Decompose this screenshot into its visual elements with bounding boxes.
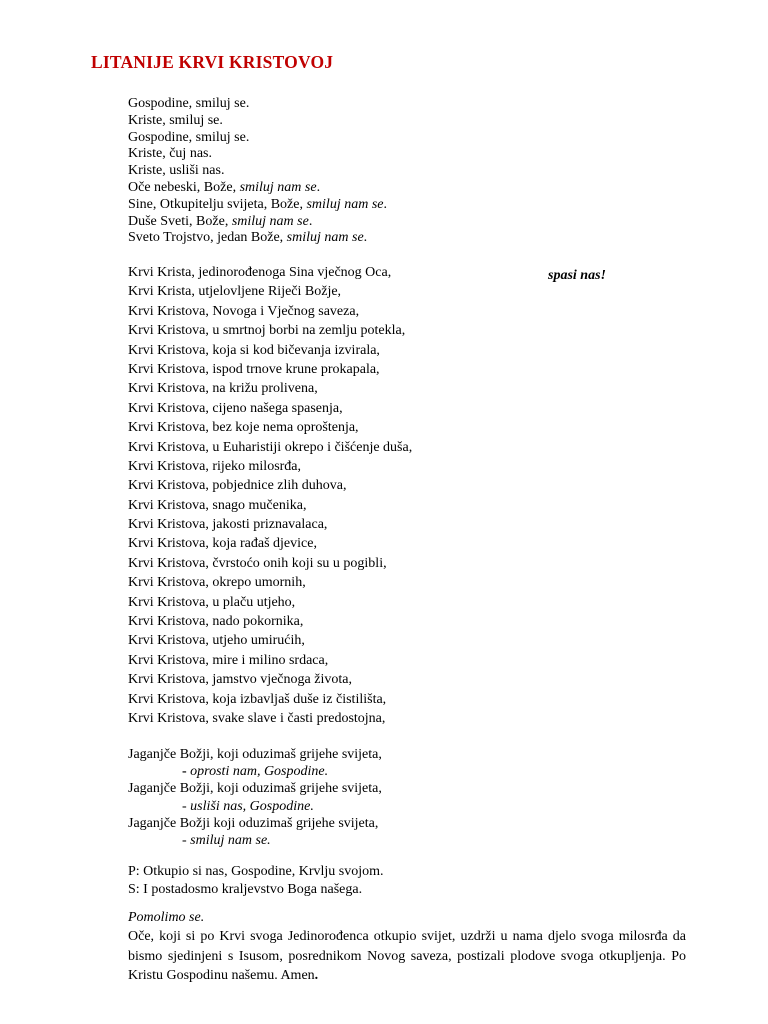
agnus-call: Jaganjče Božji, koji oduzimaš grijehe svijeta, [128, 781, 382, 797]
litany-line: Krvi Kristova, koja izbavljaš duše iz čistilišta, [128, 691, 387, 707]
invocation-line: Gospodine, smiluj se. [128, 96, 250, 111]
invocation-line: Gospodine, smiluj se. [128, 129, 250, 145]
litany-line: Krvi Krista, utjelovljene Riječi Božje, [128, 284, 342, 300]
versicle-priest: P: Otkupio si nas, Gospodine, Krvlju svojom. [128, 864, 384, 879]
invocation-line: Duše Sveti, Bože, smiluj nam se. [128, 213, 313, 229]
invocation-response: smiluj nam se [306, 196, 384, 212]
invocation-response: smiluj nam se [286, 230, 364, 246]
litany-line: Krvi Kristova, na križu prolivena, [128, 381, 318, 397]
litany-line: Krvi Kristova, u Euharistiji okrepo i čišćenje duša, [128, 439, 413, 455]
litany-line: Krvi Kristova, rijeko milosrđa, [128, 458, 302, 474]
litany-line: Krvi Kristova, jamstvo vječnoga života, [128, 672, 352, 688]
litany-line: Krvi Kristova, ispod trnove krune prokapala, [128, 361, 380, 377]
invocation-response: smiluj nam se [239, 179, 317, 195]
litany-line: Krvi Kristova, koja si kod bičevanja izvirala, [128, 342, 380, 358]
litany-line: Krvi Kristova, u plaču utjeho, [128, 594, 296, 610]
dash: - [182, 798, 187, 814]
litany-line: Krvi Kristova, snago mučenika, [128, 497, 307, 513]
dash: - [182, 832, 187, 848]
litany-line: Krvi Kristova, koja rađaš djevice, [128, 536, 317, 552]
prayer-end: . [314, 968, 319, 983]
agnus-response: oprosti nam, Gospodine. [186, 764, 329, 780]
agnus-response: usliši nas, Gospodine. [186, 798, 314, 814]
litany-response: spasi nas! [548, 268, 606, 283]
litany-line: Krvi Kristova, Novoga i Vječnog saveza, [128, 303, 360, 319]
closing-prayer [128, 909, 686, 986]
litany-line: Krvi Kristova, pobjednice zlih duhova, [128, 478, 347, 494]
litany-line: Krvi Kristova, čvrstoćo onih koji su u pogibli, [128, 555, 387, 571]
agnus-response: smiluj nam se. [186, 832, 271, 848]
agnus-response-line [128, 763, 382, 780]
litany-line: Krvi Kristova, okrepo umornih, [128, 575, 306, 591]
litany-line: Krvi Kristova, jakosti priznavalaca, [128, 517, 328, 533]
invocation-response: smiluj nam se [231, 213, 309, 229]
litany-line: Krvi Kristova, u smrtnoj borbi na zemlju potekla, [128, 323, 406, 339]
agnus-call: Jaganjče Božji, koji oduzimaš grijehe svijeta, [128, 747, 382, 762]
litany-line: Krvi Krista, jedinorođenoga Sina vječnog Oca, [128, 265, 392, 280]
prayer-body: Oče, koji si po Krvi svoga Jedinorođenca otkupio svijet, uzdrži u nama djelo svoga milosrđa da bismo sjedinjeni s Isusom, posrednikom Novog saveza, postizali plodove svoga otkupljenja. Po Kristu Gospodinu našemu. Amen. [128, 929, 686, 983]
versicle-people: S: I postadosmo kraljevstvo Boga našega. [128, 882, 363, 897]
litany-line: Krvi Kristova, utjeho umirućih, [128, 633, 305, 649]
opening-invocations [128, 96, 387, 247]
document-title: LITANIJE KRVI KRISTOVOJ [91, 52, 334, 72]
versicle-response [128, 863, 384, 899]
agnus-response-line [128, 798, 382, 815]
litany-invocations [128, 263, 412, 728]
agnus-call: Jaganjče Božji koji oduzimaš grijehe svijeta, [128, 815, 379, 831]
invocation-line: Kriste, smiluj se. [128, 112, 223, 128]
litany-line: Krvi Kristova, bez koje nema oproštenja, [128, 420, 359, 436]
prayer-lead: Pomolimo se. [128, 910, 205, 925]
litany-line: Krvi Kristova, svake slave i časti predostojna, [128, 710, 386, 726]
litany-line: Krvi Kristova, nado pokornika, [128, 614, 304, 630]
invocation-line: Oče nebeski, Bože, smiluj nam se. [128, 179, 321, 195]
agnus-dei [128, 746, 382, 849]
litany-line: Krvi Kristova, cijeno našega spasenja, [128, 400, 343, 416]
invocation-line: Sveto Trojstvo, jedan Bože, smiluj nam se. [128, 230, 368, 246]
agnus-response-line [128, 832, 382, 849]
dash: - [182, 764, 187, 780]
invocation-line: Kriste, čuj nas. [128, 146, 212, 162]
invocation-line: Sine, Otkupitelju svijeta, Bože, smiluj nam se. [128, 196, 387, 212]
invocation-line: Kriste, usliši nas. [128, 163, 225, 179]
litany-line: Krvi Kristova, mire i milino srdaca, [128, 652, 329, 668]
